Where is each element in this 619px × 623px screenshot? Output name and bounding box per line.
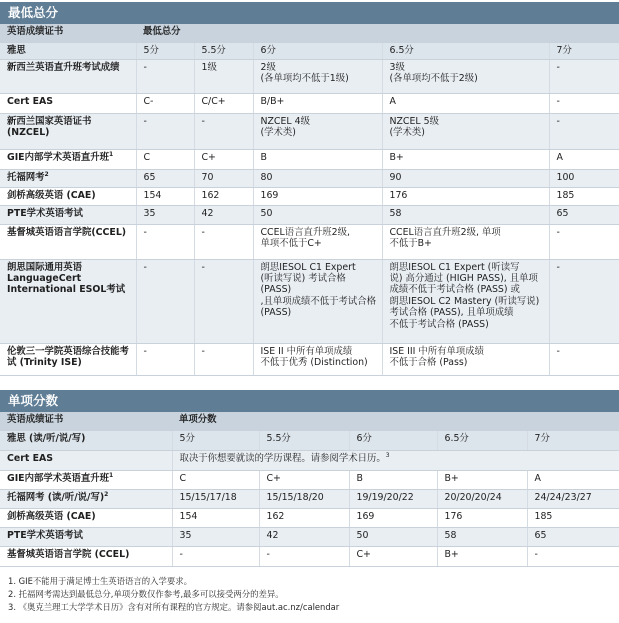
score-cell: - — [527, 546, 619, 566]
table-row — [0, 224, 619, 259]
score-cell: 169 — [253, 187, 382, 205]
score-cell: 6分 — [349, 430, 437, 450]
score-cell: 162 — [194, 187, 253, 205]
score-cell: C/C+ — [194, 93, 253, 113]
score-cell: NZCEL 5级 (学术类) — [382, 113, 549, 149]
single-band-table — [0, 412, 619, 567]
score-cell: B — [349, 470, 437, 489]
score-cell: 7分 — [527, 430, 619, 450]
certificate-name: 伦敦三一学院英语综合技能考试 (Trinity ISE) — [0, 343, 136, 375]
score-cell: A — [549, 149, 619, 169]
table-row — [0, 259, 619, 343]
score-cell: B+ — [437, 546, 527, 566]
score-cell: 15/15/18/20 — [259, 489, 349, 508]
score-cell: C — [172, 470, 259, 489]
certificate-name: 剑桥高级英语 (CAE) — [0, 508, 172, 527]
score-cell: 176 — [382, 187, 549, 205]
score-cell: 100 — [549, 169, 619, 187]
score-cell: CCEL语言直升班2级, 单项 不低于B+ — [382, 224, 549, 259]
footnote-ref: 1 — [108, 150, 114, 158]
score-cell: - — [172, 546, 259, 566]
table-row — [0, 430, 619, 450]
score-cell: 169 — [349, 508, 437, 527]
score-cell: 162 — [259, 508, 349, 527]
footnote-ref: 3 — [385, 451, 390, 459]
score-cell: 58 — [382, 205, 549, 224]
score-cell: 7分 — [549, 42, 619, 59]
table-row — [0, 489, 619, 508]
table-row — [0, 149, 619, 169]
score-cell: 6.5分 — [437, 430, 527, 450]
score-cell: 90 — [382, 169, 549, 187]
score-cell: - — [549, 93, 619, 113]
table-row — [0, 59, 619, 93]
certificate-name: 新西兰国家英语证书(NZCEL) — [0, 113, 136, 149]
column-header: 单项分数 — [172, 412, 619, 430]
score-cell: 5分 — [172, 430, 259, 450]
footnote: 1. GIE不能用于满足博士生英语语言的入学要求。 — [8, 576, 193, 586]
score-cell: 50 — [253, 205, 382, 224]
certificate-name: 基督城英语语言学院(CCEL) — [0, 224, 136, 259]
score-cell: - — [136, 59, 194, 93]
table-row — [0, 470, 619, 489]
certificate-name: Cert EAS — [0, 450, 172, 470]
table-row — [0, 508, 619, 527]
footnotes — [8, 575, 608, 614]
score-cell: 176 — [437, 508, 527, 527]
score-cell: C- — [136, 93, 194, 113]
score-cell: B/B+ — [253, 93, 382, 113]
table-row — [0, 546, 619, 566]
score-cell: NZCEL 4级 (学术类) — [253, 113, 382, 149]
certificate-name: GIE内部学术英语直升班$^1$ — [0, 470, 172, 489]
footnote-ref: 1 — [108, 471, 114, 479]
score-cell: - — [136, 224, 194, 259]
certificate-name: PTE学术英语考试 — [0, 205, 136, 224]
score-cell: 6分 — [253, 42, 382, 59]
footnote-ref: 2 — [104, 490, 109, 498]
score-cell: 185 — [527, 508, 619, 527]
score-cell: 朗思IESOL C1 Expert (听读写 说) 高分通过 (HIGH PASS), 且单项 成绩不低于考试合格 (PASS) 或 朗思IESOL C2 Mastery (听读写说) 考试合格 (PASS), 且单项成绩 不低于考试合格 (PASS) — [382, 259, 549, 343]
score-cell: B — [253, 149, 382, 169]
score-cell: - — [549, 59, 619, 93]
score-cell: 6.5分 — [382, 42, 549, 59]
certificate-name: 雅思 (读/听/说/写) — [0, 430, 172, 450]
score-cell: A — [382, 93, 549, 113]
score-cell: 5.5分 — [259, 430, 349, 450]
header-row — [0, 24, 619, 42]
score-cell: 19/19/20/22 — [349, 489, 437, 508]
certificate-name: 新西兰英语直升班考试成绩 — [0, 59, 136, 93]
score-cell: 42 — [194, 205, 253, 224]
merged-cell: 取决于你想要就读的学历课程。请参阅学术日历。$^3$ — [172, 450, 619, 470]
score-cell: 3级 (各单项均不低于2级) — [382, 59, 549, 93]
score-cell: - — [194, 343, 253, 375]
table-row — [0, 93, 619, 113]
score-cell: B+ — [382, 149, 549, 169]
certificate-name: 朗思国际通用英语LanguageCert International ESOL考试 — [0, 259, 136, 343]
score-cell: 1级 — [194, 59, 253, 93]
score-cell: 20/20/20/24 — [437, 489, 527, 508]
score-cell: B+ — [437, 470, 527, 489]
score-cell: 65 — [527, 527, 619, 546]
score-cell: C+ — [194, 149, 253, 169]
score-cell: 70 — [194, 169, 253, 187]
score-cell: - — [259, 546, 349, 566]
certificate-name: Cert EAS — [0, 93, 136, 113]
score-cell: C — [136, 149, 194, 169]
section-title-min-total: 最低总分 — [0, 2, 619, 24]
certificate-name: 托福网考$^2$ — [0, 169, 136, 187]
table-row — [0, 205, 619, 224]
score-cell: - — [549, 224, 619, 259]
score-cell: - — [549, 113, 619, 149]
column-header: 英语成绩证书 — [0, 24, 136, 42]
score-cell: 42 — [259, 527, 349, 546]
score-cell: ISE III 中所有单项成绩 不低于合格 (Pass) — [382, 343, 549, 375]
score-cell: 65 — [549, 205, 619, 224]
score-cell: 2级 (各单项均不低于1级) — [253, 59, 382, 93]
certificate-name: 基督城英语语言学院 (CCEL) — [0, 546, 172, 566]
footnote: 3. 《奥克兰理工大学学术日历》含有对所有课程的官方规定。请参阅aut.ac.nz/calendar — [8, 602, 340, 613]
score-cell: - — [136, 259, 194, 343]
certificate-name: PTE学术英语考试 — [0, 527, 172, 546]
score-cell: 65 — [136, 169, 194, 187]
column-header: 英语成绩证书 — [0, 412, 172, 430]
column-header: 最低总分 — [136, 24, 619, 42]
score-cell: - — [549, 343, 619, 375]
footnote-ref: 2 — [44, 170, 49, 178]
score-cell: 80 — [253, 169, 382, 187]
score-cell: 5.5分 — [194, 42, 253, 59]
score-cell: A — [527, 470, 619, 489]
score-cell: 154 — [136, 187, 194, 205]
score-cell: 35 — [172, 527, 259, 546]
score-cell: - — [136, 113, 194, 149]
table-row — [0, 113, 619, 149]
score-cell: - — [136, 343, 194, 375]
table-row — [0, 527, 619, 546]
score-cell: - — [194, 113, 253, 149]
score-cell: - — [549, 259, 619, 343]
score-cell: - — [194, 259, 253, 343]
section-title-single-band: 单项分数 — [0, 390, 619, 412]
min-total-table — [0, 24, 619, 376]
score-cell: C+ — [259, 470, 349, 489]
score-cell: CCEL语言直升班2级, 单项不低于C+ — [253, 224, 382, 259]
table-row — [0, 169, 619, 187]
score-cell: 5分 — [136, 42, 194, 59]
footnote: 2. 托福网考需达到最低总分,单项分数仅作参考,最多可以接受两分的差异。 — [8, 589, 284, 600]
score-cell: 154 — [172, 508, 259, 527]
certificate-name: 剑桥高级英语 (CAE) — [0, 187, 136, 205]
score-cell: 朗思IESOL C1 Expert (听读写说) 考试合格 (PASS) ,且单项成绩不低于考试合格 (PASS) — [253, 259, 382, 343]
score-cell: 15/15/17/18 — [172, 489, 259, 508]
score-cell: 35 — [136, 205, 194, 224]
score-cell: 50 — [349, 527, 437, 546]
score-cell: - — [194, 224, 253, 259]
table-row — [0, 187, 619, 205]
certificate-name: GIE内部学术英语直升班$^1$ — [0, 149, 136, 169]
score-cell: 24/24/23/27 — [527, 489, 619, 508]
certificate-name: 雅思 — [0, 42, 136, 59]
table-row — [0, 450, 619, 470]
score-cell: 185 — [549, 187, 619, 205]
table-row — [0, 42, 619, 59]
certificate-name: 托福网考 (读/听/说/写)$^2$ — [0, 489, 172, 508]
score-cell: ISE II 中所有单项成绩 不低于优秀 (Distinction) — [253, 343, 382, 375]
header-row — [0, 412, 619, 430]
score-cell: C+ — [349, 546, 437, 566]
score-cell: 58 — [437, 527, 527, 546]
table-row — [0, 343, 619, 375]
